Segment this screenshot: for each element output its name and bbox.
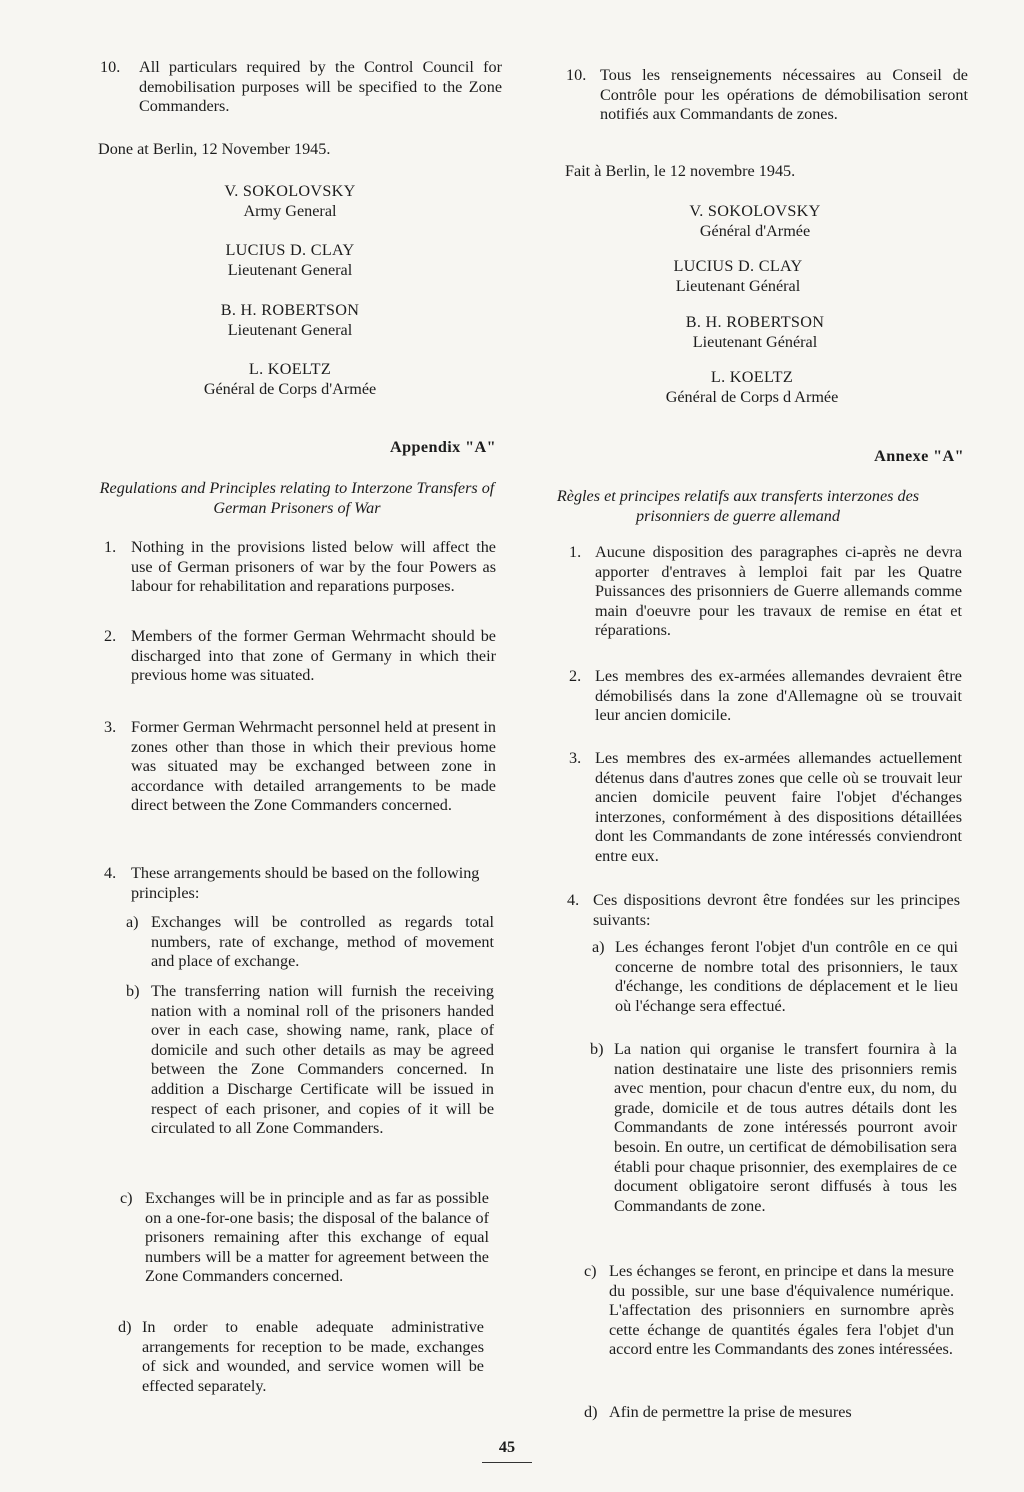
subitem-text: Les échanges feront l'objet d'un contrôle en ce qui concerne de nombre total des prisonniers, le taux d'échange, les conditions de déplacement et le lieu où l'échange sera effectué. [615,938,958,1015]
signatory-title: Lieutenant Général [675,276,801,295]
signatory-name: B. H. ROBERTSON [220,301,360,319]
item-text: These arrangements should be based on the following principles: [131,864,480,902]
signatory-title: Lieutenant Général [692,332,818,351]
item-number: 2. [569,667,582,685]
signatory-block [645,313,865,352]
signatory-title: Lieutenant General [227,320,353,339]
item-text: Les membres des ex-armées allemandes actuellement détenus dans d'autres zones que celle où se trouvait leur ancien domicile peuvent faire l'objet d'échanges interzones, conformément à des dispositions détaillées dont les Commandants de zone intéressés conviendront entre eux. [595,749,962,865]
signatory-name: LUCIUS D. CLAY [673,257,803,275]
signatory-block [180,301,400,340]
signatory-name: L. KOELTZ [710,368,794,386]
appendix-heading: Appendix "A" [390,438,496,456]
appendix-subtitle: Règles et principes relatifs aux transferts interzones des prisonniers de guerre allemand [556,487,920,525]
page-number: 45 [498,1438,516,1456]
signatory-block [628,257,848,296]
subitem-text: Les échanges se feront, en principe et dans la mesure du possible, sur une base d'équivalence numérique. L'affectation des prisonniers en surnombre après cette échange de quantités égales fera l'objet d'un accord entre les Commandants des zones intéressées. [609,1262,954,1359]
signatory-name: LUCIUS D. CLAY [225,241,355,259]
done-at-line: Done at Berlin, 12 November 1945. [98,140,331,158]
signatory-title: Général d'Armée [699,221,811,240]
subitem-text: Exchanges will be controlled as regards total numbers, rate of exchange, method of movement and place of exchange. [151,913,494,971]
item-number: 3. [104,718,117,736]
signatory-title: Army General [243,201,337,220]
subitem-text: The transferring nation will furnish the receiving nation with a nominal roll of the prisoners handed over in each case, showing name, rank, place of domicile and such other details as may be agreed between the Zone Commanders concerned. In addition a Discharge Certificate will be issued in respect of each prisoner, and copies of it will be circulated to all Zone Commanders. [151,982,494,1138]
subitem-letter: a) [592,938,605,956]
signatory-name: V. SOKOLOVSKY [689,202,821,220]
subitem-text: Exchanges will be in principle and as far as possible on a one-for-one basis; the disposal of the balance of prisoners remaining after this exchange of equal numbers will be a matter for agreement between the Zone Commanders concerned. [145,1189,489,1286]
item-text: Ces dispositions devront être fondées sur les principes suivants: [593,891,960,929]
signatory-title: Général de Corps d'Armée [203,379,377,398]
item-text: Les membres des ex-armées allemandes devraient être démobilisés dans la zone d'Allemagne où se trouvait leur ancien domicile. [595,667,962,725]
subitem-letter: b) [126,982,140,1000]
subitem-text: Afin de permettre la prise de mesures [609,1403,852,1421]
item-number: 4. [567,891,580,909]
subitem-letter: d) [584,1403,598,1421]
signatory-block [170,360,410,399]
item-10-text: All particulars required by the Control Council for demobilisation purposes will be specified to the Zone Commanders. [139,58,502,116]
item-10-text: Tous les renseignements nécessaires au Conseil de Contrôle pour les opérations de démobilisation seront notifiés aux Commandants de zones. [600,66,968,124]
subitem-letter: b) [590,1040,604,1058]
item-number: 2. [104,627,117,645]
signatory-name: B. H. ROBERTSON [685,313,825,331]
subitem-text: La nation qui organise le transfert fournira à la nation destinataire une liste des prisonniers remis avec mention, pour chacun d'entre eux, du nom, du grade, domicile et de tous autres détails dont les Commandants de zone intéressés pourront avoir besoin. En outre, un certificat de démobilisation sera établi pour chaque prisonnier, des exemplaires de ce document obligatoire seront diffusés à tous les Commandants de zone. [614,1040,957,1215]
subitem-text: In order to enable adequate administrative arrangements for reception to be made, exchanges of sick and wounded, and service women will be effected separately. [142,1318,484,1395]
item-text: Nothing in the provisions listed below will affect the use of German prisoners of war by the four Powers as labour for rehabilitation and reparations purposes. [131,538,496,596]
appendix-subtitle: Regulations and Principles relating to Interzone Transfers of German Prisoners of War [99,479,495,517]
page-number-underline [482,1462,532,1463]
item-10-number: 10. [100,58,121,76]
signatory-block [180,182,400,221]
subitem-letter: c) [120,1189,133,1207]
signatory-block [645,202,865,241]
item-number: 1. [569,543,582,561]
subitem-letter: c) [584,1262,597,1280]
item-number: 3. [569,749,582,767]
item-number: 4. [104,864,117,882]
signatory-name: L. KOELTZ [248,360,332,378]
subitem-letter: a) [126,913,139,931]
subitem-letter: d) [118,1318,132,1336]
item-10-number: 10. [566,66,587,84]
appendix-heading: Annexe "A" [874,447,964,465]
item-text: Former German Wehrmacht personnel held at present in zones other than those in which their previous home was situated may be exchanged between zone in accordance with detailed arrangements to be made direct between the Zone Commanders concerned. [131,718,496,815]
signatory-block [180,241,400,280]
signatory-name: V. SOKOLOVSKY [224,182,356,200]
item-number: 1. [104,538,117,556]
item-text: Members of the former German Wehrmacht should be discharged into that zone of Germany in which their previous home was situated. [131,627,496,685]
signatory-title: Lieutenant General [227,260,353,279]
signatory-title: Général de Corps d Armée [665,387,839,406]
done-at-line: Fait à Berlin, le 12 novembre 1945. [565,162,796,180]
item-text: Aucune disposition des paragraphes ci-après ne devra apporter d'entraves à lemploi fait par les Quatre Puissances des prisonniers de Guerre allemands comme main d'oeuvre pour les travaux de remise en état et réparations. [595,543,962,640]
signatory-block [632,368,872,407]
